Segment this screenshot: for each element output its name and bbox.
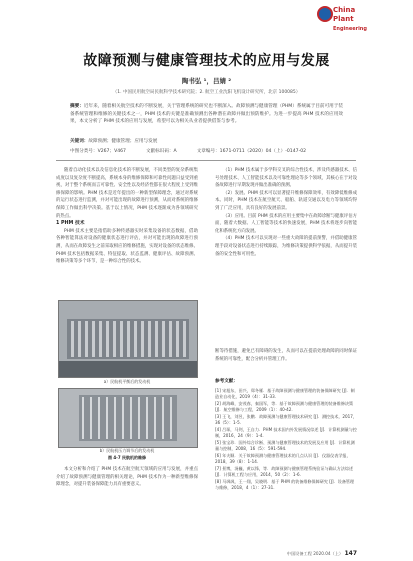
- reference-item: [4] 吕琛，马剑，王自力．PHM 技术国内外发展情况综述 [J]．计算机测量与控制，2016，24（9）：1-4.: [215, 426, 357, 438]
- reference-item: [2] 胡海峰，安茂春，秦国军，等．基于故障预测与健康管理的装备维修决策 [J]．航空维修与工程，2009（1）：40-42.: [215, 400, 354, 412]
- body-paragraph: （3）应用。目前 PHM 技术的应用主要集中在故障诊断与健康评估方面，随着大数据、人工智能等技术的快速发展，PHM 技术将逐步向智能化和系统化方向发展。: [215, 213, 357, 234]
- left-bottom-paragraph: 本文分析和介绍了 PHM 技术在航空航天领域的应用与发展，并重点介绍了故障预测与健康管理的相关理论，PHM 技术作为一种新型维修保障理念，对提升装备保障能力具有重要意义。: [56, 467, 198, 488]
- figure-b-caption: b）民航机压力调节后的发动机: [99, 448, 155, 453]
- reference-item: [1] 宋旭东，田兴，郑冬雁．基于故障预测与健康管理的装备保障研究 [J]．制造业自动化，2019（4）：31-33.: [215, 387, 355, 399]
- page-title: 故障预测与健康管理技术的应用与发展: [83, 53, 330, 69]
- reference-item: [5] 张宝珍．国外综合诊断、预测与健康管理技术的发展及应用 [J]．计算机测量与控制，2008，16（5）：591-594.: [215, 439, 355, 451]
- keywords: [70, 138, 343, 144]
- journal-logo: [333, 6, 393, 36]
- references: [215, 375, 357, 492]
- left-column: [56, 167, 198, 266]
- reference-item: [3] 王飞，刘昱，张鹏．故障预测与健康管理技术研究 [J]．测控技术，2017，36（5）：1-5.: [215, 413, 357, 425]
- authors: 陶书弘 ¹，吕婧 ²: [181, 77, 232, 85]
- abstract-label: 摘要：: [70, 104, 84, 109]
- body-paragraph: PHM 技术主要是指借助多种传感器实时采集设备的状态数据，借助各种智能算法对设备的健康状态进行评估，并对可能出现的故障进行预测，从而在故障发生之前采取相应的维修措施，实现对设备的状态维修。PHM 技术包括数据采集、特征提取、状态监测、健康评估、故障预测、维修决策等多个环节，是一种综合性的技术。: [56, 228, 198, 265]
- clc-number: 中图分类号：V267；V467: [70, 149, 126, 154]
- intro-paragraph: 随着自动化技术以及信息化技术的不断发展，不同类型的复杂系统集成度以及复杂度不断提高，系统本身的维修保障和可靠性问题日益受到重视，对于整个系统而言可靠性、安全性以及经济性都在很大程度上受到维修保障的影响。PHM 技术是近年提出的一种新型保障理念，通过对系统的运行状态进行监测，并对可能出现的故障进行预测，从而对系统的维修保障工作做出科学决策。基于以上情况，PHM 技术逐渐成为各领域研究的热点。: [56, 168, 198, 219]
- reference-list: [215, 388, 357, 492]
- page-footer: [215, 550, 357, 557]
- figure-title: 图 4-7 民航机的维修: [107, 455, 146, 460]
- keywords-text: 故障预测；健康管理；应用与发展: [88, 139, 158, 144]
- keywords-label: 关键词：: [70, 139, 89, 144]
- engine-photo-b: [58, 388, 198, 448]
- logo-text: China Plant Engineering: [333, 6, 367, 32]
- doc-code: 文献标识码：A: [145, 149, 177, 154]
- right-column: [215, 167, 357, 258]
- reference-item: [6] 年夫顺．关于故障预测与健康管理技术的几点认识 [J]．仪器仪表学报，2018，39（8）：1-14.: [215, 452, 351, 464]
- affiliation: （1. 中国民用航空局民航科学技术研究院；2. 航空工业沈阳飞机设计研究所，北京 100085）: [112, 90, 301, 95]
- figure-a-caption: a）民航机平衡后的发动机: [103, 379, 151, 384]
- journal-issue: 中国设备工程 2020.04（上）: [286, 551, 344, 556]
- article-number: 文章编号：1671-0711（2020）04（上）-0147-02: [196, 149, 307, 154]
- body-paragraph: （2）发展。PHM 技术可以显著提升维修保障效率，有效降低维修成本。同时，PHM 技术在航空航天、船舶、轨道交通以及电力等领域均得到了广泛应用，具有良好的发展前景。: [215, 190, 357, 211]
- references-heading: 参考文献：: [215, 379, 238, 384]
- classification-line: [70, 148, 343, 154]
- engine-illustration-b: [59, 389, 197, 447]
- divider: [56, 160, 356, 161]
- body-paragraph: （4）PHM 技术可以实现对一些重大故障的提前预警，并借助健康管理手段对设备状态进行持续跟踪，为维修决策提供科学依据，从而提升装备的安全性和可用性。: [215, 236, 357, 257]
- engine-illustration-a: [59, 301, 197, 377]
- reference-item: [8] 马飒飒，王一翔，吴晓明．基于 PHM 的装备维修保障研究 [J]．设备管理与维修，2018，4（1）：27-31.: [215, 478, 355, 490]
- section-heading: 1 PHM 技术: [56, 221, 85, 227]
- reference-item: [7] 景博，汤巍，黄以锋，等．故障预测与健康管理系统验证与确认方法综述 [J]．计算机工程与应用，2014，50（2）：1-6.: [215, 465, 354, 477]
- engine-photo-a: [58, 300, 198, 378]
- right-tail-paragraph: 断等待措施，避免已有障碍的发生，从而可以在提前处理故障的同时保证系统的可靠性，配合分析并管理工作。: [215, 349, 357, 362]
- abstract: [70, 103, 343, 126]
- body-paragraph: （1）PHM 技术属于多学科交叉的综合性技术，涉及传感器技术、信号处理技术、人工智能技术以及可靠性理论等多个领域，其核心在于对设备故障进行早期发现并做出准确的预测。: [215, 168, 357, 189]
- journal-logo-icon: [317, 6, 333, 22]
- abstract-text: 近年来，随着相关航空技术的不断发展，关于管理系统的研究也不断深入。故障预测与健康管理（PHM）系统属于目前可用于装备系统管理和维修的关键技术之一，PHM 技术的关键是准确预测出各种潜在故障并做出预防维护。为进一步提高 PHM 技术的应用效果，本文分析了 PHM 技术的应用与发展，希望可以为相关从业者提供借鉴与参考。: [70, 104, 343, 125]
- page-number: 147: [344, 550, 357, 557]
